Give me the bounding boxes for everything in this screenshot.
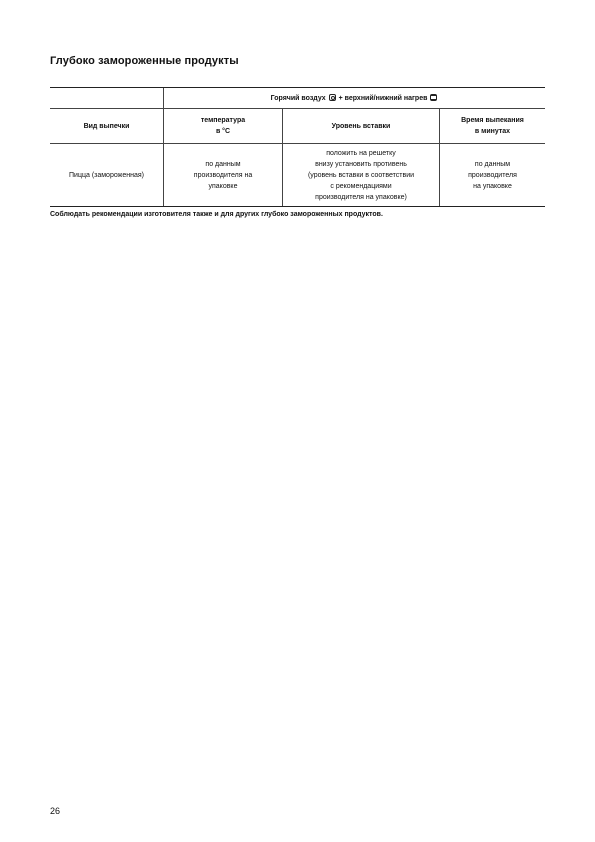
mode-text-top-bottom: + верхний/нижний нагрев — [338, 94, 428, 102]
table-row — [50, 144, 545, 207]
cell-time: по данным производителя на упаковке — [440, 144, 546, 207]
baking-table — [50, 87, 545, 207]
footnote: Соблюдать рекомендации изготовителя также и для других глубоко замороженных продуктов. — [50, 211, 383, 218]
empty-corner-cell — [50, 88, 164, 109]
hot-air-fan-icon — [329, 94, 336, 101]
table-column-header-row — [50, 109, 545, 144]
col-header-level: Уровень вставки — [283, 109, 440, 144]
page-title: Глубоко замороженные продукты — [50, 55, 239, 67]
top-bottom-heat-icon — [430, 94, 437, 101]
page-number: 26 — [50, 806, 61, 816]
col-header-temperature: температура в °С — [164, 109, 283, 144]
mode-text-hot-air: Горячий воздух — [270, 94, 326, 102]
table-mode-header-row — [50, 88, 545, 109]
cell-level: положить на решетку внизу установить противень (уровень вставки в соответствии с рекомендациями производителя на упаковке) — [283, 144, 440, 207]
cell-temperature: по данным производителя на упаковке — [164, 144, 283, 207]
col-header-type: Вид выпечки — [50, 109, 164, 144]
cell-type: Пицца (замороженная) — [50, 144, 164, 207]
mode-header-cell — [164, 88, 546, 109]
col-header-time: Время выпекания в минутах — [440, 109, 546, 144]
